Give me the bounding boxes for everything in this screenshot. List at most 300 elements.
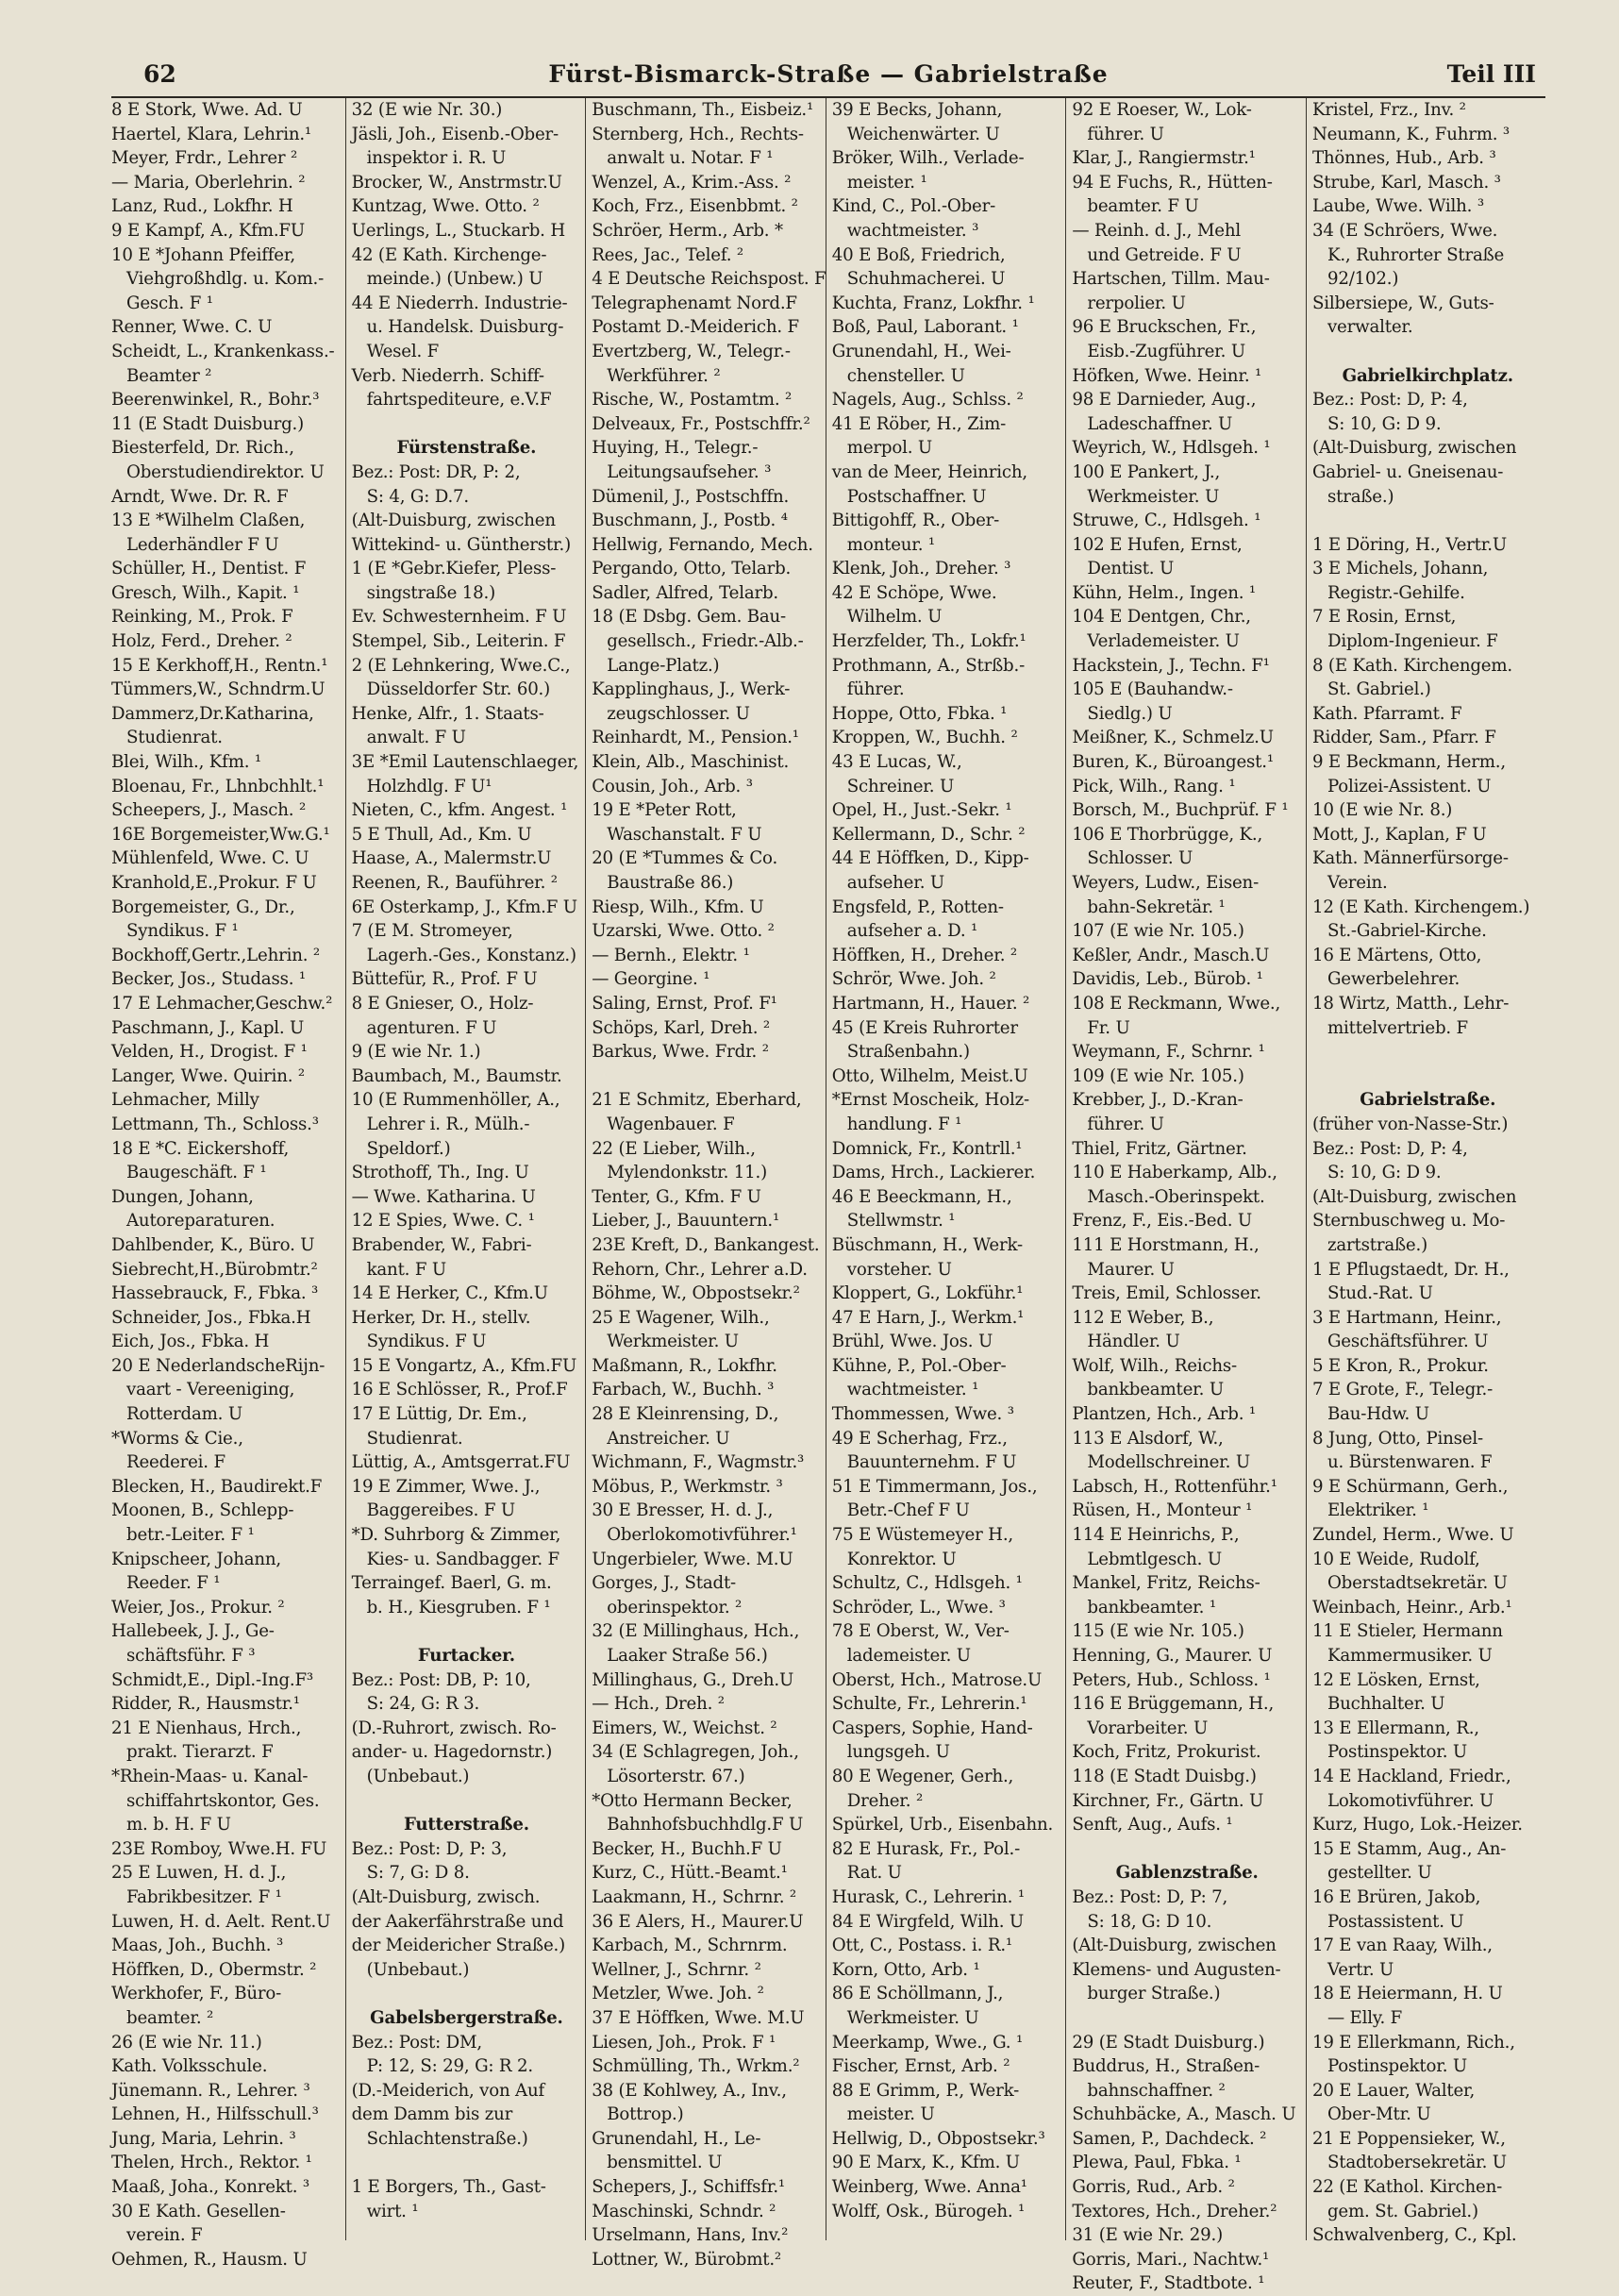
directory-entry: 10 (E wie Nr. 8.) — [1311, 800, 1453, 821]
directory-entry: Kühne, P., Pol.-Ober- — [831, 1355, 1007, 1376]
directory-entry: 29 (E Stadt Duisburg.) — [1072, 2032, 1265, 2053]
directory-entry: Weyrich, W., Hdlsgeh. ¹ — [1072, 438, 1271, 459]
directory-entry: Lehmacher, Milly — [111, 1090, 259, 1111]
directory-entry: Lehnen, H., Hilfsschull.³ — [111, 2104, 319, 2125]
directory-entry: Renner, Wwe. C. U — [111, 317, 273, 338]
directory-entry: Oberst, Hch., Matrose.U — [831, 1669, 1043, 1690]
directory-entry: Meyer, Frdr., Lehrer ² — [111, 148, 298, 169]
directory-entry: Sternberg, Hch., Rechts- — [592, 124, 804, 144]
directory-entry: 22 (E Lieber, Wilh., — [592, 1138, 756, 1159]
directory-entry: Studienrat. — [126, 728, 223, 748]
directory-entry: (D.-Ruhrort, zwisch. Ro- — [351, 1718, 557, 1738]
directory-entry: Haertel, Klara, Lehrin.¹ — [111, 124, 312, 144]
directory-entry: K., Ruhrorter Straße — [1327, 244, 1505, 265]
spacer — [352, 2151, 582, 2175]
directory-entry: 18 E Heiermann, H. U — [1311, 1984, 1503, 2004]
directory-entry: Schultz, C., Hdlsgeh. ¹ — [831, 1573, 1023, 1594]
directory-entry: Werkmeister. U — [1087, 486, 1220, 507]
directory-entry: u. Handelsk. Duisburg- — [366, 317, 564, 338]
directory-entry: 8 E Stork, Wwe. Ad. U — [111, 100, 303, 120]
street-heading: Gabelsbergerstraße. — [370, 2007, 563, 2028]
directory-entry: 98 E Darnieder, Aug., — [1072, 390, 1257, 411]
column-5 — [1066, 98, 1307, 2294]
directory-entry: (Unbebaut.) — [366, 1766, 470, 1786]
directory-entry: Höffken, H., Dreher. ² — [831, 945, 1017, 965]
directory-entry: Klein, Alb., Maschinist. — [592, 752, 790, 773]
spacer — [1312, 1040, 1544, 1064]
directory-entry: betr.-Leiter. F ¹ — [126, 1525, 255, 1546]
directory-entry: Stempel, Sib., Leiterin. F — [351, 631, 566, 652]
directory-entry: 19 E Zimmer, Wwe. J., — [351, 1476, 541, 1497]
directory-entry: Konrektor. U — [846, 1549, 957, 1569]
directory-entry: Weier, Jos., Prokur. ² — [111, 1597, 285, 1617]
directory-entry: Wittekind- u. Güntherstr.) — [351, 534, 572, 555]
directory-entry: 16 E Brüren, Jakob, — [1311, 1886, 1481, 1907]
directory-entry: 4 E Deutsche Reichspost. F — [592, 269, 826, 290]
directory-entry: Hellwig, D., Obpostsekr.³ — [831, 2128, 1045, 2149]
directory-entry: rerpolier. U — [1087, 293, 1186, 313]
directory-entry: (Alt-Duisburg, zwisch. — [351, 1886, 541, 1907]
directory-entry: Fr. U — [1087, 1017, 1130, 1038]
directory-entry: Domnick, Fr., Kontrll.¹ — [831, 1138, 1023, 1159]
directory-entry: Evertzberg, W., Telegr.- — [592, 341, 791, 361]
directory-entry: Bröker, Wilh., Verlade- — [831, 148, 1025, 169]
directory-entry: Borgemeister, G., Dr., — [111, 897, 295, 917]
directory-entry: 46 E Beeckmann, H., — [831, 1186, 1012, 1207]
directory-entry: Oberlokomotivführer.¹ — [607, 1525, 797, 1546]
directory-entry: Buddrus, H., Straßen- — [1072, 2056, 1260, 2077]
directory-entry: 14 E Herker, C., Kfm.U — [351, 1283, 548, 1304]
directory-entry: Leitungsaufseher. ³ — [607, 461, 772, 482]
directory-entry: mittelvertrieb. F — [1327, 1017, 1468, 1038]
directory-entry: Geschäftsführer. U — [1327, 1332, 1489, 1352]
directory-entry: Boß, Paul, Laborant. ¹ — [831, 317, 1019, 338]
directory-entry: Weyers, Ludw., Eisen- — [1072, 873, 1260, 893]
directory-entry: Riesp, Wilh., Kfm. U — [592, 897, 764, 917]
directory-entry: Lokomotivführer. U — [1327, 1790, 1494, 1811]
directory-entry: 23E Romboy, Wwe.H. FU — [111, 1838, 327, 1859]
directory-entry: kant. F U — [366, 1259, 446, 1280]
directory-entry: Senft, Aug., Aufs. ¹ — [1072, 1815, 1233, 1835]
directory-entry: Schuhbäcke, A., Masch. U — [1072, 2104, 1296, 2125]
directory-entry: Lagerh.-Ges., Konstanz.) — [366, 945, 576, 965]
directory-entry: 1 E Pflugstaedt, Dr. H., — [1311, 1259, 1510, 1280]
directory-entry: verwalter. — [1327, 317, 1413, 338]
directory-entry: 84 E Wirgfeld, Wilh. U — [831, 1911, 1025, 1932]
directory-entry: lademeister. U — [846, 1646, 971, 1666]
directory-entry: Oehmen, R., Hausm. U — [111, 2249, 308, 2270]
directory-entry: Baustraße 86.) — [607, 873, 734, 893]
directory-entry: Krebber, J., D.-Kran- — [1072, 1090, 1243, 1111]
directory-entry: 41 E Röber, H., Zim- — [831, 413, 1007, 434]
directory-entry: verein. F — [126, 2225, 203, 2246]
directory-entry: Schepers, J., Schiffsfr.¹ — [592, 2177, 785, 2198]
directory-entry: 110 E Haberkamp, Alb., — [1072, 1163, 1277, 1183]
directory-entry: Bez.: Post: D, P: 4, — [1311, 1138, 1468, 1159]
directory-entry: Werkmeister. U — [846, 2007, 979, 2028]
directory-entry: 42 E Schöpe, Wwe. — [831, 582, 997, 603]
directory-entry: Baumbach, M., Baumstr. — [351, 1065, 562, 1086]
directory-entry: 19 E Ellerkmann, Rich., — [1311, 2032, 1515, 2053]
directory-entry: Mott, J., Kaplan, F U — [1311, 824, 1487, 845]
directory-entry: Hallebeek, J. J., Ge- — [111, 1621, 275, 1642]
directory-entry: 13 E *Wilhelm Claßen, — [111, 511, 306, 531]
directory-entry: 12 E Spies, Wwe. C. ¹ — [351, 1211, 535, 1232]
directory-entry: Eich, Jos., Fbka. H — [111, 1332, 270, 1352]
directory-entry: 51 E Timmermann, Jos., — [831, 1476, 1038, 1497]
directory-entry: Farbach, W., Buchh. ³ — [592, 1380, 775, 1400]
directory-entry: Maas, Joh., Buchh. ³ — [111, 1936, 284, 1956]
directory-entry: Labsch, H., Rottenführ.¹ — [1072, 1476, 1277, 1497]
directory-entry: Lanz, Rud., Lokfhr. H — [111, 196, 293, 217]
directory-entry: der Aakerfährstraße und — [351, 1911, 564, 1932]
directory-entry: Buschmann, J., Postb. ⁴ — [592, 511, 788, 531]
spacer — [1072, 1837, 1302, 1862]
directory-entry: Hoppe, Otto, Fbka. ¹ — [831, 703, 1008, 724]
directory-entry: 36 E Alers, H., Maurer.U — [592, 1911, 804, 1932]
directory-entry: Siedlg.) U — [1087, 703, 1173, 724]
directory-entry: Kath. Männerfürsorge- — [1311, 848, 1509, 869]
directory-entry: meinde.) (Unbew.) U — [366, 269, 543, 290]
directory-entry: Baugeschäft. F ¹ — [126, 1163, 267, 1183]
directory-entry: — Hch., Dreh. ² — [592, 1694, 725, 1715]
directory-entry: 12 (E Kath. Kirchengem.) — [1311, 897, 1530, 917]
directory-entry: Herker, Dr. H., stellv. — [351, 1307, 531, 1328]
directory-entry: Reinking, M., Prok. F — [111, 607, 293, 628]
directory-entry: Tümmers,W., Schndrm.U — [111, 679, 325, 700]
directory-entry: Lebmtlgesch. U — [1087, 1549, 1222, 1569]
directory-entry: 78 E Oberst, W., Ver- — [831, 1621, 1010, 1642]
directory-entry: bahnschaffner. ² — [1087, 2080, 1226, 2101]
directory-entry: 90 E Marx, K., Kfm. U — [831, 2153, 1020, 2173]
directory-entry: 112 E Weber, B., — [1072, 1307, 1214, 1328]
directory-entry: Rat. U — [846, 1863, 902, 1884]
directory-entry: 116 E Brüggemann, H., — [1072, 1694, 1275, 1715]
directory-entry: Kuntzag, Wwe. Otto. ² — [351, 196, 540, 217]
directory-entry: Düsseldorfer Str. 60.) — [366, 679, 551, 700]
spacer — [1312, 1064, 1544, 1089]
directory-entry: Luwen, H. d. Aelt. Rent.U — [111, 1911, 331, 1932]
column-2 — [346, 98, 587, 2240]
directory-entry: gesellsch., Friedr.-Alb.- — [607, 631, 804, 652]
directory-entry: 102 E Hufen, Ernst, — [1072, 534, 1243, 555]
directory-entry: Weichenwärter. U — [846, 124, 1000, 144]
directory-entry: Postschaffner. U — [846, 486, 987, 507]
directory-entry: Anstreicher. U — [607, 1428, 730, 1449]
directory-entry: Schlachtenstraße.) — [366, 2128, 528, 2149]
directory-entry: Metzler, Wwe. Joh. ² — [592, 1984, 764, 2004]
directory-entry: Treis, Emil, Schlosser. — [1072, 1283, 1261, 1304]
directory-entry: 13 E Ellermann, R., — [1311, 1718, 1479, 1738]
directory-entry: 11 (E Stadt Duisburg.) — [111, 413, 305, 434]
directory-entry: anwalt. F U — [366, 728, 466, 748]
directory-entry: dem Damm bis zur — [351, 2104, 513, 2125]
directory-entry: 8 E Gnieser, O., Holz- — [351, 993, 534, 1014]
directory-entry: 44 E Niederrh. Industrie- — [351, 293, 568, 313]
directory-entry: Caspers, Sophie, Hand- — [831, 1718, 1033, 1738]
directory-entry: Stellwmstr. ¹ — [846, 1211, 956, 1232]
directory-entry: Dams, Hrch., Lackierer. — [831, 1163, 1036, 1183]
directory-entry: Syndikus. F ¹ — [126, 921, 239, 942]
directory-entry: 113 E Alsdorf, W., — [1072, 1428, 1224, 1449]
directory-entry: Schneider, Jos., Fbka.H — [111, 1307, 311, 1328]
directory-entry: Koch, Frz., Eisenbbmt. ² — [592, 196, 798, 217]
directory-entry: Strube, Karl, Masch. ³ — [1311, 172, 1501, 193]
directory-entry: Meerkamp, Wwe., G. ¹ — [831, 2032, 1024, 2053]
directory-entry: 106 E Thorbrügge, K., — [1072, 824, 1263, 845]
directory-entry: 37 E Höffken, Wwe. M.U — [592, 2007, 805, 2028]
directory-entry: — Bernh., Elektr. ¹ — [592, 945, 750, 965]
directory-entry: 9 E Beckmann, Herm., — [1311, 752, 1506, 773]
directory-entry: Ladeschaffner. U — [1087, 413, 1233, 434]
directory-entry: Vorarbeiter. U — [1087, 1718, 1209, 1738]
directory-entry: Becker, Jos., Studass. ¹ — [111, 969, 306, 990]
directory-entry: Lange-Platz.) — [607, 655, 720, 676]
directory-entry: 118 (E Stadt Duisbg.) — [1072, 1766, 1257, 1786]
directory-entry: Kurz, Hugo, Lok.-Heizer. — [1311, 1815, 1523, 1835]
directory-entry: Laube, Wwe. Wilh. ³ — [1311, 196, 1484, 217]
directory-entry: 2 (E Lehnkering, Wwe.C., — [351, 655, 571, 676]
directory-entry: Laaker Straße 56.) — [607, 1646, 768, 1666]
directory-entry: S: 10, G: D 9. — [1327, 413, 1442, 434]
directory-entry: 5 E Kron, R., Prokur. — [1311, 1355, 1489, 1376]
directory-entry: Sadler, Alfred, Telarb. — [592, 582, 778, 603]
column-6 — [1307, 98, 1547, 2246]
directory-entry: Weinbach, Heinr., Arb.¹ — [1311, 1597, 1512, 1617]
directory-entry: 15 E Stamm, Aug., An- — [1311, 1838, 1507, 1859]
directory-entry: St. Gabriel.) — [1327, 679, 1431, 700]
directory-entry: Rehorn, Chr., Lehrer a.D. — [592, 1259, 808, 1280]
directory-entry: Holzhdlg. F U¹ — [366, 776, 492, 796]
page-title: Fürst-Bismarck-Straße — Gabrielstraße — [548, 60, 1109, 88]
directory-entry: Bauunternehm. F U — [846, 1452, 1017, 1473]
directory-entry: 92/102.) — [1327, 269, 1399, 290]
directory-entry: Masch.-Oberinspekt. — [1087, 1186, 1265, 1207]
directory-entry: Delveaux, Fr., Postschffr.² — [592, 413, 810, 434]
directory-entry: Möbus, P., Werkmstr. ³ — [592, 1476, 783, 1497]
directory-entry: Blecken, H., Baudirekt.F — [111, 1476, 323, 1497]
directory-entry: Postinspektor. U — [1327, 2056, 1467, 2077]
directory-entry: 9 E Kampf, A., Kfm.FU — [111, 220, 305, 241]
directory-entry: bahn-Sekretär. ¹ — [1087, 897, 1226, 917]
street-heading: Gabrielkirchplatz. — [1342, 365, 1513, 386]
directory-entry: vaart - Vereeniging, — [126, 1380, 295, 1400]
directory-entry: *Otto Hermann Becker, — [592, 1790, 793, 1811]
directory-entry: Spürkel, Urb., Eisenbahn. — [831, 1815, 1054, 1835]
directory-entry: Weymann, F., Schrnr. ¹ — [1072, 1042, 1265, 1063]
directory-entry: burger Straße.) — [1087, 1984, 1221, 2004]
directory-entry: fahrtspediteure, e.V.F — [366, 390, 552, 411]
directory-entry: 94 E Fuchs, R., Hütten- — [1072, 172, 1273, 193]
directory-entry: 15 E Vongartz, A., Kfm.FU — [351, 1355, 577, 1376]
directory-entry: Samen, P., Dachdeck. ² — [1072, 2128, 1267, 2149]
spacer — [352, 1619, 582, 1644]
directory-entry: Lüttig, A., Amtsgerrat.FU — [351, 1452, 571, 1473]
directory-entry: Gorges, J., Stadt- — [592, 1573, 736, 1594]
directory-entry: Verein. — [1327, 873, 1388, 893]
directory-entry: Jung, Maria, Lehrin. ³ — [111, 2128, 296, 2149]
directory-entry: Holz, Ferd., Dreher. ² — [111, 631, 292, 652]
directory-entry: u. Bürstenwaren. F — [1327, 1452, 1493, 1473]
directory-entry: S: 7, G: D 8. — [366, 1863, 470, 1884]
directory-entry: zeugschlosser. U — [607, 703, 750, 724]
directory-entry: Bloenau, Fr., Lhnbchhlt.¹ — [111, 776, 325, 796]
directory-entry: Oberstadtsekretär. U — [1327, 1573, 1508, 1594]
directory-entry: Maurer. U — [1087, 1259, 1175, 1280]
directory-entry: führer. U — [1087, 1114, 1164, 1134]
directory-entry: Lettmann, Th., Schloss.³ — [111, 1114, 319, 1134]
directory-entry: Ott, C., Postass. i. R.¹ — [831, 1936, 1012, 1956]
directory-entry: Reeder. F ¹ — [126, 1573, 221, 1594]
directory-entry: 16 E Schlösser, R., Prof.F — [351, 1380, 568, 1400]
directory-entry: 9 (E wie Nr. 1.) — [351, 1042, 481, 1063]
directory-entry: Bez.: Post: DR, P: 2, — [351, 461, 521, 482]
directory-entry: 88 E Grimm, P., Werk- — [831, 2080, 1020, 2101]
directory-entry: Syndikus. F U — [366, 1332, 487, 1352]
directory-entry: 12 E Lösken, Ernst, — [1311, 1669, 1480, 1690]
directory-entry: Brühl, Wwe. Jos. U — [831, 1332, 993, 1352]
directory-entry: 105 E (Bauhandw.- — [1072, 679, 1233, 700]
directory-entry: Korn, Otto, Arb. ¹ — [831, 1959, 980, 1980]
directory-entry: Kath. Pfarramt. F — [1311, 703, 1462, 724]
directory-entry: Moonen, B., Schlepp- — [111, 1500, 294, 1521]
directory-entry: (Alt-Duisburg, zwischen — [1072, 1936, 1277, 1956]
directory-entry: Textores, Hch., Dreher.² — [1072, 2201, 1277, 2221]
directory-entry: Biesterfeld, Dr. Rich., — [111, 438, 294, 459]
directory-entry: Mankel, Fritz, Reichs- — [1072, 1573, 1260, 1594]
directory-entry: Bottrop.) — [607, 2104, 684, 2125]
directory-entry: Pergando, Otto, Telarb. — [592, 559, 792, 579]
directory-entry: Schwalvenberg, C., Kpl. — [1311, 2225, 1517, 2246]
directory-entry: 42 (E Kath. Kirchenge- — [351, 244, 547, 265]
directory-entry: Bez.: Post: D, P: 3, — [351, 1838, 508, 1859]
directory-entry: Bez.: Post: D, P: 4, — [1311, 390, 1468, 411]
directory-entry: — Wwe. Katharina. U — [351, 1186, 536, 1207]
directory-entry: Kath. Volksschule. — [111, 2056, 268, 2077]
street-heading: Futterstraße. — [403, 1815, 529, 1835]
directory-entry: 20 E NederlandscheRijn- — [111, 1355, 325, 1376]
directory-entry: der Meidericher Straße.) — [351, 1936, 566, 1956]
directory-entry: Kristel, Frz., Inv. ² — [1311, 100, 1466, 120]
directory-entry: Hellwig, Fernando, Mech. — [592, 534, 813, 555]
directory-entry: Schmidt,E., Dipl.-Ing.F³ — [111, 1669, 313, 1690]
directory-entry: Klar, J., Rangiermstr.¹ — [1072, 148, 1256, 169]
directory-entry: 21 E Schmitz, Eberhard, — [592, 1090, 802, 1111]
directory-entry: 30 E Bresser, H. d. J., — [592, 1500, 774, 1521]
directory-entry: Jünemann. R., Lehrer. ³ — [111, 2080, 310, 2101]
directory-entry: Nagels, Aug., Schlss. ² — [831, 390, 1024, 411]
directory-entry: Wolff, Osk., Bürogeh. ¹ — [831, 2201, 1026, 2221]
directory-entry: Wellner, J., Schrnr. ² — [592, 1959, 761, 1980]
directory-entry: Postassistent. U — [1327, 1911, 1464, 1932]
directory-entry: Strothoff, Th., Ing. U — [351, 1163, 529, 1183]
directory-entry: 17 E van Raay, Wilh., — [1311, 1936, 1493, 1956]
directory-entry: 11 E Stieler, Hermann — [1311, 1621, 1503, 1642]
directory-entry: 26 (E wie Nr. 11.) — [111, 2032, 262, 2053]
directory-entry: 32 (E Millinghaus, Hch., — [592, 1621, 800, 1642]
directory-entry: merpol. U — [846, 438, 932, 459]
directory-entry: Plewa, Paul, Fbka. ¹ — [1072, 2153, 1242, 2173]
directory-entry: Diplom-Ingenieur. F — [1327, 631, 1498, 652]
spacer — [352, 1789, 582, 1814]
directory-entry: Gorris, Mari., Nachtw.¹ — [1072, 2249, 1270, 2270]
directory-entry: Gewerbelehrer. — [1327, 969, 1460, 990]
directory-entry: Schmülling, Th., Wrkm.² — [592, 2056, 800, 2077]
directory-entry: Henke, Alfr., 1. Staats- — [351, 703, 544, 724]
directory-entry: Postamt D.-Meiderich. F — [592, 317, 799, 338]
directory-entry: und Getreide. F U — [1087, 244, 1242, 265]
directory-entry: schäftsführ. F ³ — [126, 1646, 256, 1666]
directory-entry: 92 E Roeser, W., Lok- — [1072, 100, 1252, 120]
directory-entry: Urselmann, Hans, Inv.² — [592, 2225, 789, 2246]
directory-entry: Bez.: Post: DB, P: 10, — [351, 1669, 531, 1690]
directory-entry: 7 (E M. Stromeyer, — [351, 921, 513, 942]
directory-entry: Registr.-Gehilfe. — [1327, 582, 1465, 603]
directory-entry: 47 E Harn, J., Werkm.¹ — [831, 1307, 1025, 1328]
directory-entry: 25 E Wagener, Wilh., — [592, 1307, 770, 1328]
directory-entry: Dungen, Johann, — [111, 1186, 254, 1207]
directory-entry: Koch, Fritz, Prokurist. — [1072, 1742, 1261, 1763]
directory-entry: St.-Gabriel-Kirche. — [1327, 921, 1487, 942]
directory-entry: Jäsli, Joh., Eisenb.-Ober- — [351, 124, 559, 144]
directory-entry: Klenk, Joh., Dreher. ³ — [831, 559, 1011, 579]
directory-entry: 114 E Heinrichs, P., — [1072, 1525, 1240, 1546]
directory-entry: *Rhein-Maas- u. Kanal- — [111, 1766, 309, 1786]
directory-entry: Beerenwinkel, R., Bohr.³ — [111, 390, 320, 411]
part-label: Teil III — [1446, 60, 1536, 88]
directory-entry: 45 (E Kreis Ruhrorter — [831, 1017, 1018, 1038]
directory-entry: 8 Jung, Otto, Pinsel- — [1311, 1428, 1483, 1449]
directory-entry: Reenen, R., Bauführer. ² — [351, 873, 558, 893]
directory-entry: Huying, H., Telegr.- — [592, 438, 759, 459]
directory-entry: Keßler, Andr., Masch.U — [1072, 945, 1270, 965]
directory-entry: oberinspektor. ² — [607, 1597, 743, 1617]
directory-entry: Postinspektor. U — [1327, 1742, 1467, 1763]
directory-entry: — Georgine. ¹ — [592, 969, 710, 990]
directory-entry: Buren, K., Büroangest.¹ — [1072, 752, 1274, 773]
directory-entry: 8 (E Kath. Kirchengem. — [1311, 655, 1512, 676]
directory-entry: Kellermann, D., Schr. ² — [831, 824, 1026, 845]
directory-entry: Weinberg, Wwe. Anna¹ — [831, 2177, 1027, 2198]
directory-entry: 7 E Rosin, Ernst, — [1311, 607, 1457, 628]
directory-entry: 104 E Dentgen, Chr., — [1072, 607, 1251, 628]
directory-entry: Schlosser. U — [1087, 848, 1193, 869]
directory-entry: Bahnhofsbuchhdlg.F U — [607, 1815, 804, 1835]
directory-entry: Becker, H., Buchh.F U — [592, 1838, 782, 1859]
directory-entry: Davidis, Leb., Bürob. ¹ — [1072, 969, 1263, 990]
directory-entry: 19 E *Peter Rott, — [592, 800, 737, 821]
directory-entry: (D.-Meiderich, von Auf — [351, 2080, 545, 2101]
directory-entry: (Alt-Duisburg, zwischen — [1311, 438, 1517, 459]
directory-entry: Pick, Wilh., Rang. ¹ — [1072, 776, 1236, 796]
directory-entry: Eimers, W., Weichst. ² — [592, 1718, 777, 1738]
directory-entry: prakt. Tierarzt. F — [126, 1742, 274, 1763]
directory-entry: Peters, Hub., Schloss. ¹ — [1072, 1669, 1271, 1690]
directory-entry: Brabender, W., Fabri- — [351, 1234, 532, 1255]
directory-entry: 44 E Höffken, D., Kipp- — [831, 848, 1029, 869]
directory-entry: Schulte, Fr., Lehrerin.¹ — [831, 1694, 1027, 1715]
directory-entry: Kind, C., Pol.-Ober- — [831, 196, 996, 217]
directory-entry: Verlademeister. U — [1087, 631, 1240, 652]
directory-entry: 115 (E wie Nr. 105.) — [1072, 1621, 1244, 1642]
directory-entry: Fischer, Ernst, Arb. ² — [831, 2056, 1010, 2077]
directory-entry: bankbeamter. U — [1087, 1380, 1224, 1400]
directory-entry: Otto, Wilhelm, Meist.U — [831, 1065, 1028, 1086]
directory-entry: Tenter, G., Kfm. F U — [592, 1186, 761, 1207]
directory-entry: lungsgeh. U — [846, 1742, 950, 1763]
directory-entry: Viehgroßhdlg. u. Kom.- — [126, 269, 325, 290]
directory-entry: Thelen, Hrch., Rektor. ¹ — [111, 2153, 312, 2173]
